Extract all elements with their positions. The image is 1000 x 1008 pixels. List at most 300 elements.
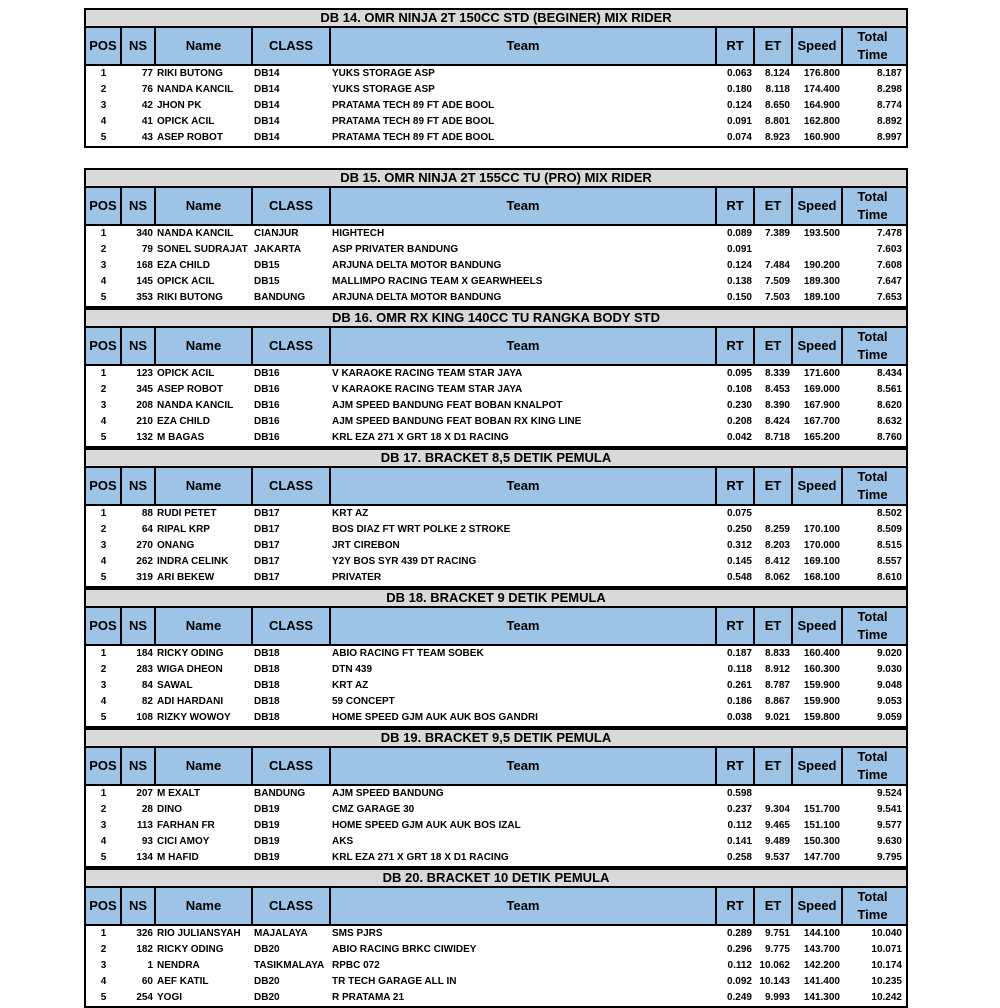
cell-class: DB19	[252, 850, 330, 866]
cell-pos: 3	[86, 678, 121, 694]
cell-pos: 5	[86, 130, 121, 146]
cell-class: DB17	[252, 570, 330, 586]
cell-ns: 76	[121, 82, 155, 98]
table-row	[86, 818, 906, 834]
cell-et: 8.203	[754, 538, 792, 554]
cell-et: 8.124	[754, 65, 792, 82]
cell-et: 7.503	[754, 290, 792, 306]
table-row	[86, 398, 906, 414]
cell-rt: 0.063	[716, 65, 754, 82]
cell-total: 7.608	[842, 258, 906, 274]
cell-team: PRATAMA TECH 89 FT ADE BOOL	[330, 114, 716, 130]
cell-ns: 108	[121, 710, 155, 726]
table-header-row	[86, 608, 906, 645]
cell-pos: 1	[86, 365, 121, 382]
cell-ns: 42	[121, 98, 155, 114]
column-header-ns: NS	[121, 468, 155, 505]
cell-total: 10.040	[842, 925, 906, 942]
cell-et: 9.021	[754, 710, 792, 726]
cell-rt: 0.296	[716, 942, 754, 958]
cell-et: 10.143	[754, 974, 792, 990]
cell-team: KRL EZA 271 X GRT 18 X D1 RACING	[330, 850, 716, 866]
cell-total: 9.541	[842, 802, 906, 818]
cell-pos: 5	[86, 430, 121, 446]
cell-name: SAWAL	[155, 678, 252, 694]
cell-total: 7.603	[842, 242, 906, 258]
cell-total: 7.647	[842, 274, 906, 290]
table-row	[86, 290, 906, 306]
cell-pos: 5	[86, 290, 121, 306]
cell-speed: 159.900	[792, 694, 842, 710]
table-row	[86, 802, 906, 818]
cell-class: DB14	[252, 114, 330, 130]
column-header-name: Name	[155, 608, 252, 645]
cell-et: 8.923	[754, 130, 792, 146]
cell-class: CIANJUR	[252, 225, 330, 242]
cell-speed: 164.900	[792, 98, 842, 114]
cell-total: 8.632	[842, 414, 906, 430]
cell-pos: 4	[86, 274, 121, 290]
cell-total: 9.059	[842, 710, 906, 726]
table-row	[86, 65, 906, 82]
column-header-ns: NS	[121, 748, 155, 785]
cell-total: 8.610	[842, 570, 906, 586]
cell-ns: 254	[121, 990, 155, 1006]
cell-team: RPBC 072	[330, 958, 716, 974]
cell-pos: 4	[86, 414, 121, 430]
cell-ns: 208	[121, 398, 155, 414]
cell-rt: 0.208	[716, 414, 754, 430]
cell-pos: 4	[86, 974, 121, 990]
cell-rt: 0.124	[716, 258, 754, 274]
cell-team: PRIVATER	[330, 570, 716, 586]
cell-ns: 262	[121, 554, 155, 570]
cell-et	[754, 505, 792, 522]
cell-pos: 5	[86, 990, 121, 1006]
cell-class: JAKARTA	[252, 242, 330, 258]
cell-team: SMS PJRS	[330, 925, 716, 942]
cell-team: ASP PRIVATER BANDUNG	[330, 242, 716, 258]
cell-total: 9.577	[842, 818, 906, 834]
cell-team: DTN 439	[330, 662, 716, 678]
cell-name: RIKI BUTONG	[155, 290, 252, 306]
cell-et: 8.390	[754, 398, 792, 414]
cell-name: INDRA CELINK	[155, 554, 252, 570]
cell-name: ASEP ROBOT	[155, 382, 252, 398]
cell-name: JHON PK	[155, 98, 252, 114]
column-header-speed: Speed	[792, 328, 842, 365]
cell-team: BOS DIAZ FT WRT POLKE 2 STROKE	[330, 522, 716, 538]
table-row	[86, 98, 906, 114]
column-header-name: Name	[155, 468, 252, 505]
column-header-rt: RT	[716, 748, 754, 785]
column-header-rt: RT	[716, 888, 754, 925]
cell-et: 8.801	[754, 114, 792, 130]
cell-total: 8.774	[842, 98, 906, 114]
column-header-total: Total Time	[842, 328, 906, 365]
cell-team: YUKS STORAGE ASP	[330, 65, 716, 82]
cell-pos: 2	[86, 522, 121, 538]
cell-speed: 141.300	[792, 990, 842, 1006]
cell-rt: 0.250	[716, 522, 754, 538]
cell-name: M EXALT	[155, 785, 252, 802]
cell-team: AKS	[330, 834, 716, 850]
cell-pos: 5	[86, 710, 121, 726]
cell-ns: 145	[121, 274, 155, 290]
column-header-team: Team	[330, 748, 716, 785]
cell-team: KRT AZ	[330, 505, 716, 522]
cell-team: JRT CIREBON	[330, 538, 716, 554]
cell-team: KRT AZ	[330, 678, 716, 694]
cell-rt: 0.312	[716, 538, 754, 554]
table-row	[86, 505, 906, 522]
cell-speed	[792, 242, 842, 258]
cell-et: 8.259	[754, 522, 792, 538]
table-row	[86, 645, 906, 662]
column-header-ns: NS	[121, 888, 155, 925]
table-header-row	[86, 888, 906, 925]
cell-et: 8.718	[754, 430, 792, 446]
cell-total: 8.502	[842, 505, 906, 522]
cell-team: PRATAMA TECH 89 FT ADE BOOL	[330, 130, 716, 146]
cell-team: AJM SPEED BANDUNG FEAT BOBAN KNALPOT	[330, 398, 716, 414]
cell-et	[754, 785, 792, 802]
column-header-name: Name	[155, 888, 252, 925]
table-row	[86, 925, 906, 942]
cell-class: DB18	[252, 678, 330, 694]
cell-et: 9.489	[754, 834, 792, 850]
cell-team: V KARAOKE RACING TEAM STAR JAYA	[330, 382, 716, 398]
cell-name: NENDRA	[155, 958, 252, 974]
cell-speed: 151.100	[792, 818, 842, 834]
cell-ns: 113	[121, 818, 155, 834]
results-table	[86, 888, 906, 1006]
cell-speed: 167.700	[792, 414, 842, 430]
cell-rt: 0.180	[716, 82, 754, 98]
cell-et: 9.775	[754, 942, 792, 958]
table-row	[86, 785, 906, 802]
section-title: DB 15. OMR NINJA 2T 155CC TU (PRO) MIX RIDER	[86, 170, 906, 188]
cell-rt: 0.187	[716, 645, 754, 662]
column-header-ns: NS	[121, 608, 155, 645]
section-title: DB 14. OMR NINJA 2T 150CC STD (BEGINER) MIX RIDER	[86, 10, 906, 28]
column-header-total: Total Time	[842, 28, 906, 65]
cell-class: DB16	[252, 398, 330, 414]
cell-class: TASIKMALAYA	[252, 958, 330, 974]
cell-pos: 3	[86, 818, 121, 834]
cell-speed: 167.900	[792, 398, 842, 414]
cell-team: Y2Y BOS SYR 439 DT RACING	[330, 554, 716, 570]
cell-ns: 326	[121, 925, 155, 942]
column-header-pos: POS	[86, 748, 121, 785]
cell-name: RIKI BUTONG	[155, 65, 252, 82]
column-header-total: Total Time	[842, 188, 906, 225]
results-section	[84, 168, 908, 308]
cell-speed: 159.800	[792, 710, 842, 726]
cell-pos: 3	[86, 538, 121, 554]
cell-ns: 28	[121, 802, 155, 818]
column-header-et: ET	[754, 28, 792, 65]
column-header-pos: POS	[86, 468, 121, 505]
cell-rt: 0.289	[716, 925, 754, 942]
cell-class: DB16	[252, 365, 330, 382]
cell-total: 9.795	[842, 850, 906, 866]
column-header-rt: RT	[716, 188, 754, 225]
cell-team: ARJUNA DELTA MOTOR BANDUNG	[330, 258, 716, 274]
column-header-ns: NS	[121, 28, 155, 65]
table-row	[86, 538, 906, 554]
cell-et: 9.751	[754, 925, 792, 942]
cell-speed: 190.200	[792, 258, 842, 274]
column-header-total: Total Time	[842, 468, 906, 505]
section-title: DB 18. BRACKET 9 DETIK PEMULA	[86, 590, 906, 608]
column-header-rt: RT	[716, 608, 754, 645]
cell-class: MAJALAYA	[252, 925, 330, 942]
cell-class: DB19	[252, 834, 330, 850]
cell-rt: 0.145	[716, 554, 754, 570]
cell-total: 9.524	[842, 785, 906, 802]
cell-ns: 93	[121, 834, 155, 850]
column-header-pos: POS	[86, 28, 121, 65]
column-header-speed: Speed	[792, 188, 842, 225]
cell-rt: 0.092	[716, 974, 754, 990]
cell-et: 8.412	[754, 554, 792, 570]
cell-speed: 189.100	[792, 290, 842, 306]
results-section	[84, 8, 908, 148]
cell-name: FARHAN FR	[155, 818, 252, 834]
cell-pos: 2	[86, 82, 121, 98]
cell-rt: 0.118	[716, 662, 754, 678]
cell-name: ARI BEKEW	[155, 570, 252, 586]
table-row	[86, 365, 906, 382]
cell-class: DB17	[252, 505, 330, 522]
cell-et: 8.787	[754, 678, 792, 694]
cell-speed: 162.800	[792, 114, 842, 130]
section-title: DB 19. BRACKET 9,5 DETIK PEMULA	[86, 730, 906, 748]
cell-name: YOGI	[155, 990, 252, 1006]
cell-total: 9.048	[842, 678, 906, 694]
cell-pos: 4	[86, 694, 121, 710]
results-section	[84, 448, 908, 588]
cell-total: 7.653	[842, 290, 906, 306]
column-header-class: CLASS	[252, 888, 330, 925]
cell-rt: 0.124	[716, 98, 754, 114]
column-header-team: Team	[330, 188, 716, 225]
table-row	[86, 662, 906, 678]
cell-rt: 0.091	[716, 114, 754, 130]
cell-total: 10.174	[842, 958, 906, 974]
cell-rt: 0.042	[716, 430, 754, 446]
cell-et: 8.453	[754, 382, 792, 398]
cell-team: ABIO RACING BRKC CIWIDEY	[330, 942, 716, 958]
cell-total: 8.892	[842, 114, 906, 130]
cell-team: TR TECH GARAGE ALL IN	[330, 974, 716, 990]
cell-class: DB20	[252, 942, 330, 958]
table-header-row	[86, 468, 906, 505]
cell-ns: 84	[121, 678, 155, 694]
column-header-pos: POS	[86, 608, 121, 645]
cell-et: 7.484	[754, 258, 792, 274]
cell-class: DB20	[252, 974, 330, 990]
cell-pos: 1	[86, 785, 121, 802]
cell-class: DB18	[252, 694, 330, 710]
cell-et: 10.062	[754, 958, 792, 974]
cell-pos: 1	[86, 65, 121, 82]
cell-et: 9.304	[754, 802, 792, 818]
cell-name: EZA CHILD	[155, 414, 252, 430]
cell-team: V KARAOKE RACING TEAM STAR JAYA	[330, 365, 716, 382]
cell-pos: 2	[86, 242, 121, 258]
cell-class: DB18	[252, 662, 330, 678]
cell-rt: 0.095	[716, 365, 754, 382]
cell-pos: 1	[86, 505, 121, 522]
cell-total: 8.298	[842, 82, 906, 98]
cell-speed: 160.900	[792, 130, 842, 146]
cell-team: YUKS STORAGE ASP	[330, 82, 716, 98]
table-row	[86, 990, 906, 1006]
cell-speed: 170.000	[792, 538, 842, 554]
cell-class: DB14	[252, 65, 330, 82]
cell-team: HOME SPEED GJM AUK AUK BOS IZAL	[330, 818, 716, 834]
cell-total: 8.557	[842, 554, 906, 570]
column-header-name: Name	[155, 328, 252, 365]
cell-class: DB17	[252, 522, 330, 538]
results-table	[86, 28, 906, 146]
results-section	[84, 308, 908, 448]
cell-pos: 3	[86, 958, 121, 974]
cell-ns: 41	[121, 114, 155, 130]
cell-rt: 0.074	[716, 130, 754, 146]
cell-total: 9.030	[842, 662, 906, 678]
cell-speed: 144.100	[792, 925, 842, 942]
cell-team: KRL EZA 271 X GRT 18 X D1 RACING	[330, 430, 716, 446]
column-header-name: Name	[155, 748, 252, 785]
table-row	[86, 130, 906, 146]
results-section	[84, 728, 908, 868]
cell-rt: 0.548	[716, 570, 754, 586]
cell-pos: 4	[86, 114, 121, 130]
cell-team: CMZ GARAGE 30	[330, 802, 716, 818]
cell-pos: 1	[86, 645, 121, 662]
column-header-class: CLASS	[252, 188, 330, 225]
table-row	[86, 570, 906, 586]
column-header-pos: POS	[86, 888, 121, 925]
cell-speed: 174.400	[792, 82, 842, 98]
cell-pos: 3	[86, 398, 121, 414]
results-table	[86, 188, 906, 306]
column-header-class: CLASS	[252, 468, 330, 505]
column-header-team: Team	[330, 888, 716, 925]
cell-ns: 1	[121, 958, 155, 974]
table-row	[86, 225, 906, 242]
table-row	[86, 710, 906, 726]
cell-ns: 123	[121, 365, 155, 382]
cell-total: 9.053	[842, 694, 906, 710]
column-header-class: CLASS	[252, 28, 330, 65]
cell-ns: 207	[121, 785, 155, 802]
cell-class: DB15	[252, 258, 330, 274]
cell-speed: 147.700	[792, 850, 842, 866]
cell-name: RIZKY WOWOY	[155, 710, 252, 726]
cell-pos: 3	[86, 98, 121, 114]
cell-total: 7.478	[842, 225, 906, 242]
table-row	[86, 258, 906, 274]
cell-total: 8.434	[842, 365, 906, 382]
table-row	[86, 942, 906, 958]
table-row	[86, 430, 906, 446]
cell-name: ONANG	[155, 538, 252, 554]
cell-et: 8.118	[754, 82, 792, 98]
cell-rt: 0.249	[716, 990, 754, 1006]
section-title: DB 16. OMR RX KING 140CC TU RANGKA BODY STD	[86, 310, 906, 328]
table-header-row	[86, 748, 906, 785]
cell-name: NANDA KANCIL	[155, 225, 252, 242]
cell-pos: 4	[86, 834, 121, 850]
cell-name: OPICK ACIL	[155, 365, 252, 382]
cell-name: AEF KATIL	[155, 974, 252, 990]
cell-et	[754, 242, 792, 258]
table-row	[86, 82, 906, 98]
column-header-speed: Speed	[792, 28, 842, 65]
cell-name: NANDA KANCIL	[155, 82, 252, 98]
cell-class: DB14	[252, 130, 330, 146]
cell-speed: 171.600	[792, 365, 842, 382]
column-header-pos: POS	[86, 188, 121, 225]
cell-name: CICI AMOY	[155, 834, 252, 850]
table-row	[86, 242, 906, 258]
cell-total: 10.235	[842, 974, 906, 990]
cell-name: M HAFID	[155, 850, 252, 866]
cell-class: DB17	[252, 538, 330, 554]
cell-team: HOME SPEED GJM AUK AUK BOS GANDRI	[330, 710, 716, 726]
cell-name: DINO	[155, 802, 252, 818]
column-header-team: Team	[330, 328, 716, 365]
cell-rt: 0.186	[716, 694, 754, 710]
results-section	[84, 588, 908, 728]
column-header-team: Team	[330, 468, 716, 505]
column-header-ns: NS	[121, 188, 155, 225]
cell-pos: 1	[86, 925, 121, 942]
cell-pos: 1	[86, 225, 121, 242]
table-row	[86, 958, 906, 974]
table-row	[86, 834, 906, 850]
cell-rt: 0.075	[716, 505, 754, 522]
cell-class: DB17	[252, 554, 330, 570]
table-header-row	[86, 328, 906, 365]
cell-class: DB18	[252, 710, 330, 726]
section-title: DB 17. BRACKET 8,5 DETIK PEMULA	[86, 450, 906, 468]
column-header-class: CLASS	[252, 748, 330, 785]
cell-total: 9.630	[842, 834, 906, 850]
cell-et: 9.993	[754, 990, 792, 1006]
table-row	[86, 678, 906, 694]
column-header-rt: RT	[716, 468, 754, 505]
table-row	[86, 274, 906, 290]
cell-et: 8.062	[754, 570, 792, 586]
column-header-speed: Speed	[792, 468, 842, 505]
cell-ns: 88	[121, 505, 155, 522]
cell-total: 10.242	[842, 990, 906, 1006]
cell-class: DB20	[252, 990, 330, 1006]
cell-rt: 0.258	[716, 850, 754, 866]
cell-speed: 141.400	[792, 974, 842, 990]
cell-total: 8.760	[842, 430, 906, 446]
column-header-class: CLASS	[252, 328, 330, 365]
cell-speed: 169.100	[792, 554, 842, 570]
cell-et: 8.424	[754, 414, 792, 430]
column-header-speed: Speed	[792, 748, 842, 785]
table-row	[86, 114, 906, 130]
